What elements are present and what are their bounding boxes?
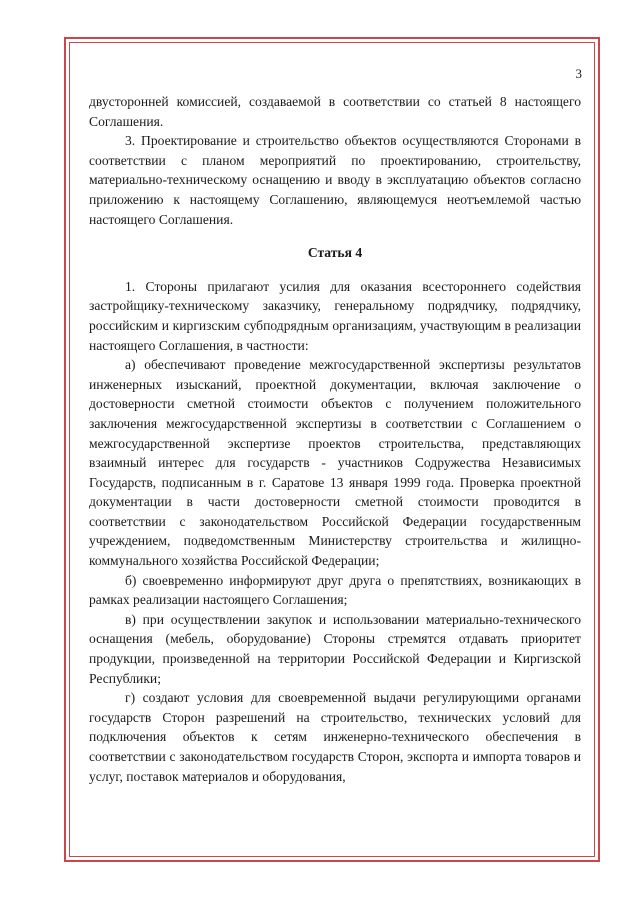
page-number: 3 xyxy=(575,66,582,81)
paragraph-subitem-b: б) своевременно информируют друг друга о препятствиях, возникающих в рамках реализации настоящего Соглашения; xyxy=(89,572,581,608)
document-body xyxy=(89,92,581,786)
paragraph-subitem-g: г) создают условия для своевременной выдачи регулирующими органами государств Сторон разрешений на строительство, технических условий для подключения объектов к сетям инженерно-технического обеспечения в соответствии с законодательством государств Сторон, экспорта и импорта товаров и услуг, поставок материалов и оборудования, xyxy=(89,690,581,784)
paragraph-subitem-v: в) при осуществлении закупок и использовании материально-технического оснащения (мебель, оборудование) Стороны стремятся отдавать приоритет продукции, произведенной на территории Российской Федерации и Киргизской Республики; xyxy=(89,611,581,686)
paragraph-continuation: двусторонней комиссией, создаваемой в соответствии со статьей 8 настоящего Соглашения. xyxy=(89,94,581,129)
paragraph-item-3: 3. Проектирование и строительство объектов осуществляются Сторонами в соответствии с планом мероприятий по проектированию, строительству, материально-техническому оснащению и вводу в эксплуатацию объектов согласно приложению к настоящему Соглашению, являющемуся неотъемлемой частью настоящего Соглашения. xyxy=(89,133,581,227)
paragraph-subitem-a: а) обеспечивают проведение межгосударственной экспертизы результатов инженерных изысканий, проектной документации, включая заключение о достоверности сметной стоимости объектов с получением положительного заключения межгосударственной экспертизы в соответствии с Соглашением о межгосударственной экспертизе проектов строительства, представляющих взаимный интерес для государств - участников Содружества Независимых Государств, подписанным в г. Саратове 13 января 1999 года. Проверка проектной документации в части достоверности сметной стоимости проводится в соответствии с законодательством Российской Федерации государственным учреждением, подведомственным Министерству строительства и жилищно-коммунального хозяйства Российской Федерации; xyxy=(89,357,581,569)
paragraph-item-1: 1. Стороны прилагают усилия для оказания всестороннего содействия застройщику-техническому заказчику, генеральному подрядчику, подрядчику, российским и киргизским субподрядным организациям, участвующим в реализации настоящего Соглашения, в частности: xyxy=(89,278,581,353)
article-heading: Статья 4 xyxy=(307,245,363,261)
